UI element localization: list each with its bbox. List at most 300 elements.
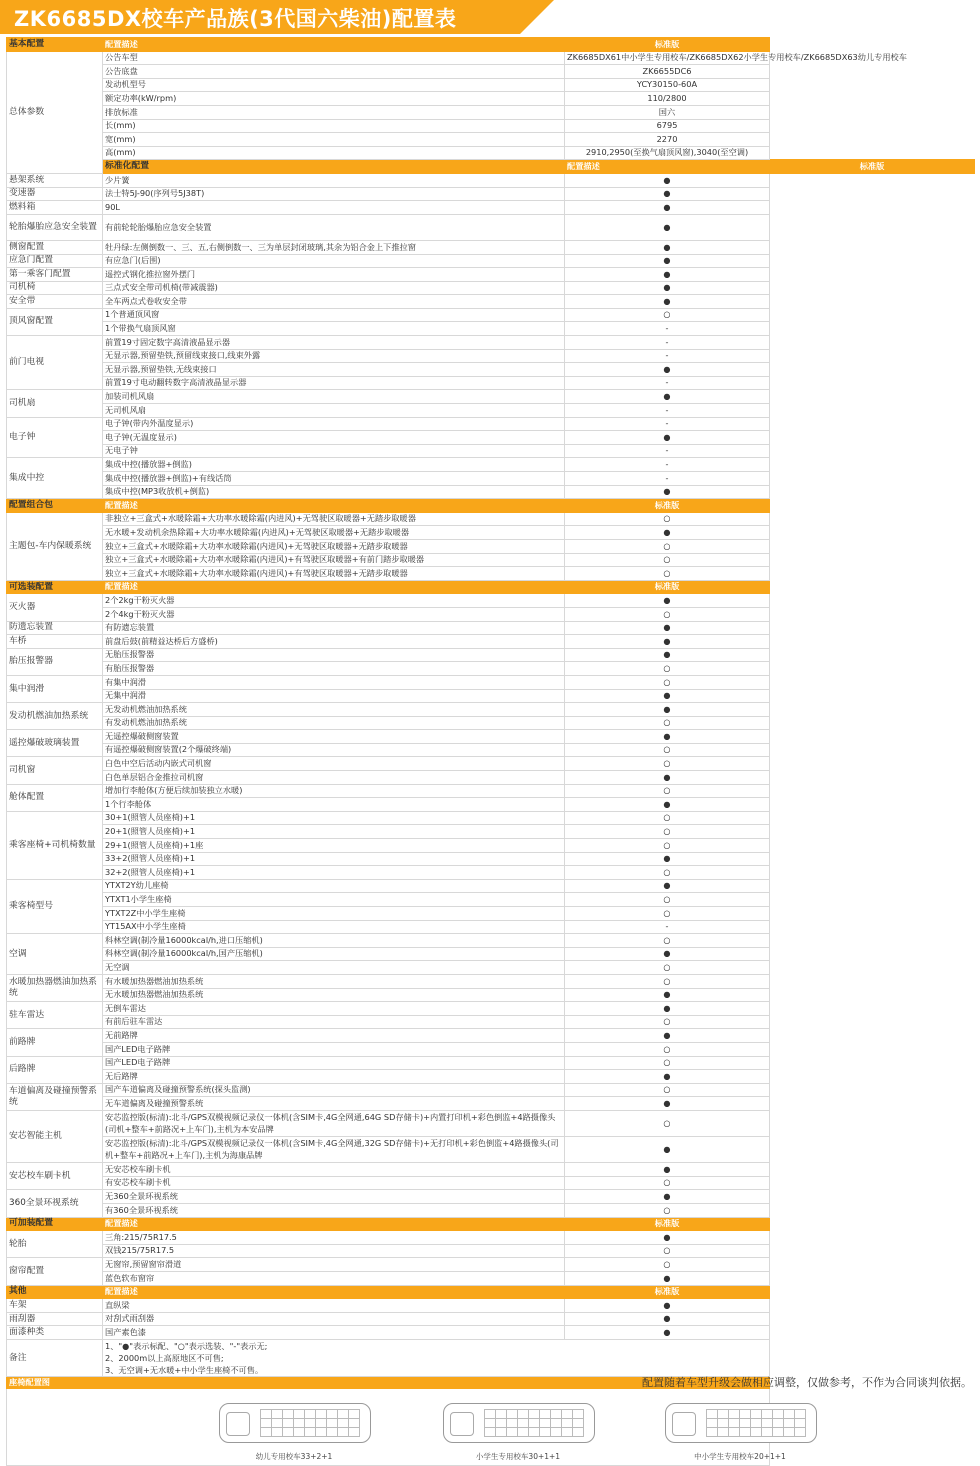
description-cell: 2个2kg干粉灭火器	[103, 594, 565, 608]
category-cell: 侧窗配置	[7, 240, 103, 254]
table-row	[7, 675, 975, 689]
description-cell: 集成中控(播放器+倒监)	[103, 458, 565, 472]
standard-value-cell: 标准版	[565, 1217, 770, 1231]
standard-value-cell: ○	[565, 675, 770, 689]
layout-caption: 中小学生专用校车20+1+1	[694, 1452, 786, 1462]
table-row	[7, 308, 975, 322]
table-row	[7, 281, 975, 295]
table-row	[7, 893, 975, 907]
table-row	[7, 934, 975, 948]
standard-value-cell: ○	[565, 1015, 770, 1029]
category-cell: 胎压报警器	[7, 648, 103, 675]
description-cell: 科林空调(制冷量16000kcal/h,国产压缩机)	[103, 947, 565, 961]
category-cell: 车道偏离及碰撞预警系统	[7, 1083, 103, 1110]
table-row	[7, 743, 975, 757]
description-cell: 1个带换气扇顶风窗	[103, 322, 565, 336]
table-row	[7, 607, 975, 621]
standard-value-cell: ●	[565, 1312, 770, 1326]
table-row	[7, 567, 975, 581]
standard-value-cell: ○	[565, 553, 770, 567]
driver-area	[672, 1412, 696, 1436]
standard-value-cell: 标准版	[565, 1285, 770, 1299]
category-cell: 集中润滑	[7, 675, 103, 702]
standard-value-cell: -	[565, 920, 770, 934]
table-row	[7, 1002, 975, 1016]
description-cell: 公告车型	[103, 51, 565, 65]
category-cell: 遥控爆破玻璃装置	[7, 730, 103, 757]
description-cell: 额定功率(kW/rpm)	[103, 92, 565, 106]
standard-value-cell: -	[565, 322, 770, 336]
standard-value-cell: ●	[565, 526, 770, 540]
description-cell: 国产车道偏离及碰撞预警系统(探头监测)	[103, 1083, 565, 1097]
table-row	[7, 703, 975, 717]
category-cell: 发动机燃油加热系统	[7, 703, 103, 730]
category-cell: 燃料箱	[7, 201, 103, 215]
standard-value-cell: ○	[565, 1083, 770, 1097]
standard-value-cell: ●	[565, 1070, 770, 1084]
description-cell: 有水暖加热器燃油加热系统	[103, 974, 565, 988]
config-table	[6, 37, 975, 1466]
description-cell: YTXT2Z中小学生座椅	[103, 907, 565, 921]
description-cell: 无车道偏离及碰撞预警系统	[103, 1097, 565, 1111]
description-cell: 无后路牌	[103, 1070, 565, 1084]
table-row	[7, 322, 975, 336]
description-cell: 前置19寸固定数字高清液晶显示器	[103, 336, 565, 350]
description-cell: 无司机风扇	[103, 404, 565, 418]
description-cell: 无水暖+发动机余热除霜+大功率水暖除霜(内进风)+无驾驶区取暖器+无踏步取暖器	[103, 526, 565, 540]
description-cell: 安芯监控版(标清):北斗/GPS双模视频记录仪一体机(含SIM卡,4G全网通,32G SD存储卡)+无打印机+彩色倒监+4路摄像头(司机+整车+前路况+上车门),主机为海康品牌	[103, 1137, 565, 1163]
seat-grid	[260, 1409, 360, 1437]
description-cell: 有胎压报警器	[103, 662, 565, 676]
table-row	[7, 1312, 975, 1326]
table-row	[7, 907, 975, 921]
standard-value-cell: ○	[565, 1110, 770, 1136]
description-cell: 无发动机燃油加热系统	[103, 703, 565, 717]
table-row	[7, 1137, 975, 1163]
standard-value-cell: ○	[565, 567, 770, 581]
standard-value-cell: ●	[565, 214, 770, 240]
description-cell: 无安芯校车刷卡机	[103, 1163, 565, 1177]
table-row	[7, 1258, 975, 1272]
standard-value-cell: ●	[565, 1163, 770, 1177]
category-cell: 乘客座椅+司机椅数量	[7, 811, 103, 879]
description-cell: 有发动机燃油加热系统	[103, 716, 565, 730]
bus-seat-layout-diagram	[443, 1403, 595, 1443]
description-cell: 双钱215/75R17.5	[103, 1244, 565, 1258]
description-cell: 白色单层铝合金推拉司机窗	[103, 771, 565, 785]
table-row	[7, 390, 975, 404]
standard-value-cell: ○	[565, 512, 770, 526]
category-cell: 安芯智能主机	[7, 1110, 103, 1162]
section-header-row	[7, 160, 975, 174]
notes-row	[7, 1340, 975, 1377]
description-cell: 少片簧	[103, 173, 565, 187]
standard-value-cell: ○	[565, 308, 770, 322]
standard-value-cell: ●	[565, 187, 770, 201]
standard-value-cell: ●	[565, 1097, 770, 1111]
category-cell: 其他	[7, 1285, 103, 1299]
standard-value-cell: ●	[565, 879, 770, 893]
category-cell: 可选装配置	[7, 580, 103, 594]
description-cell: 无360全景环视系统	[103, 1190, 565, 1204]
table-row	[7, 349, 975, 363]
category-cell: 司机扇	[7, 390, 103, 417]
category-cell: 驻车雷达	[7, 1002, 103, 1029]
category-cell: 车架	[7, 1299, 103, 1313]
table-row	[7, 1015, 975, 1029]
table-row	[7, 1097, 975, 1111]
table-row	[7, 866, 975, 880]
description-cell: 无遥控爆破侧窗装置	[103, 730, 565, 744]
description-cell: 无集中润滑	[103, 689, 565, 703]
table-row	[7, 1190, 975, 1204]
description-cell: 有前后驻车雷达	[103, 1015, 565, 1029]
description-cell: 无前路牌	[103, 1029, 565, 1043]
category-cell: 电子钟	[7, 417, 103, 458]
standard-value-cell: ●	[565, 485, 770, 499]
standard-value-cell: ○	[565, 893, 770, 907]
standard-value-cell: 标准版	[565, 499, 770, 513]
category-cell: 水暖加热器燃油加热系统	[7, 974, 103, 1001]
table-row	[7, 1244, 975, 1258]
description-cell: 有前轮轮胎爆胎应急安全装置	[103, 214, 565, 240]
standard-value-cell: ●	[565, 1272, 770, 1286]
description-cell: 非独立+三盒式+水暖除霜+大功率水暖除霜(内进风)+无驾驶区取暖器+无踏步取暖器	[103, 512, 565, 526]
category-cell: 面漆种类	[7, 1326, 103, 1340]
standard-value-cell: ●	[565, 1002, 770, 1016]
description-cell: 白色中空后活动内嵌式司机窗	[103, 757, 565, 771]
standard-value-cell: -	[565, 417, 770, 431]
description-cell: 直纵梁	[103, 1299, 565, 1313]
table-row	[7, 1231, 975, 1245]
description-cell: YT15AX中小学生座椅	[103, 920, 565, 934]
category-cell: 司机窗	[7, 757, 103, 784]
table-row	[7, 295, 975, 309]
standard-value-cell: 国六	[565, 105, 770, 119]
category-cell: 后路牌	[7, 1056, 103, 1083]
description-cell: 独立+三盒式+水暖除霜+大功率水暖除霜(内进风)+有驾驶区取暖器+无踏步取暖器	[103, 567, 565, 581]
description-cell: 独立+三盒式+水暖除霜+大功率水暖除霜(内进风)+有驾驶区取暖器+有前门踏步取暖器	[103, 553, 565, 567]
standard-value-cell: 标准版	[565, 38, 770, 52]
standard-value-cell: ○	[565, 784, 770, 798]
category-cell: 基本配置	[7, 38, 103, 52]
description-cell: 无倒车雷达	[103, 1002, 565, 1016]
standard-value-cell: ●	[565, 363, 770, 377]
category-cell: 安芯校车刷卡机	[7, 1163, 103, 1190]
standard-value-cell: ●	[565, 1137, 770, 1163]
description-cell: 33+2(照管人员座椅)+1	[103, 852, 565, 866]
table-row	[7, 240, 975, 254]
notes-label: 备注	[7, 1340, 103, 1377]
category-cell: 顶风窗配置	[7, 308, 103, 335]
standard-value-cell: ○	[565, 1204, 770, 1218]
page-header	[0, 0, 980, 36]
category-cell: 轮胎	[7, 1231, 103, 1258]
table-row	[7, 784, 975, 798]
table-row	[7, 771, 975, 785]
category-cell: 前门电视	[7, 336, 103, 390]
category-cell: 配置组合包	[7, 499, 103, 513]
category-cell: 标准化配置	[103, 160, 565, 174]
standard-value-cell: 2270	[565, 133, 770, 147]
description-cell: 国产素色漆	[103, 1326, 565, 1340]
standard-value-cell: ●	[565, 689, 770, 703]
section-header-row	[7, 1285, 975, 1299]
standard-value-cell: ○	[565, 825, 770, 839]
table-row	[7, 214, 975, 240]
table-row	[7, 485, 975, 499]
table-row	[7, 920, 975, 934]
category-cell: 乘客椅型号	[7, 879, 103, 933]
description-cell: 集成中控(播放器+倒监)+有线话筒	[103, 472, 565, 486]
table-row	[7, 51, 975, 65]
category-cell: 应急门配置	[7, 254, 103, 268]
standard-value-cell: ●	[565, 240, 770, 254]
bus-seat-layout-diagram	[665, 1403, 817, 1443]
table-row	[7, 1204, 975, 1218]
standard-value-cell: ○	[565, 1042, 770, 1056]
description-cell: 高(mm)	[103, 146, 565, 160]
description-cell: YTXT2Y幼儿座椅	[103, 879, 565, 893]
table-row	[7, 431, 975, 445]
bus-seat-layout-diagram	[219, 1403, 371, 1443]
standard-value-cell: 2910,2950(至换气扇顶风窗),3040(至空调)	[565, 146, 770, 160]
description-cell: 32+2(照管人员座椅)+1	[103, 866, 565, 880]
description-cell: YTXT1小学生座椅	[103, 893, 565, 907]
table-row	[7, 376, 975, 390]
category-cell: 车桥	[7, 635, 103, 649]
table-row	[7, 1299, 975, 1313]
standard-value-cell: ●	[565, 1231, 770, 1245]
standard-value-cell: ●	[565, 635, 770, 649]
description-cell: 全车两点式卷收安全带	[103, 295, 565, 309]
description-cell: 国产LED电子路牌	[103, 1042, 565, 1056]
standard-value-cell: ●	[565, 1029, 770, 1043]
description-cell: 有防遗忘装置	[103, 621, 565, 635]
standard-value-cell: ●	[565, 988, 770, 1002]
standard-value-cell: ○	[565, 539, 770, 553]
standard-value-cell: ●	[565, 703, 770, 717]
standard-value-cell: ●	[565, 648, 770, 662]
config-table-body	[7, 38, 975, 1466]
standard-value-cell: ○	[565, 1258, 770, 1272]
description-cell: 前置19寸电动翻转数字高清液晶显示器	[103, 376, 565, 390]
section-header-row	[7, 580, 975, 594]
table-row	[7, 539, 975, 553]
table-row	[7, 689, 975, 703]
table-row	[7, 825, 975, 839]
standard-value-cell: -	[565, 472, 770, 486]
description-cell: 有360全景环视系统	[103, 1204, 565, 1218]
table-row	[7, 757, 975, 771]
description-cell: 牡丹绿:左侧倒数一、三、五,右侧倒数一、三为单层封闭玻璃,其余为铝合金上下推拉窗	[103, 240, 565, 254]
table-row	[7, 336, 975, 350]
footer-note: 配置随着车型升级会做相应调整，仅做参考，不作为合同谈判依据。	[642, 1376, 972, 1389]
seat-layout-cell	[7, 1389, 786, 1466]
description-cell: 独立+三盒式+水暖除霜+大功率水暖除霜(内进风)+无驾驶区取暖器+无踏步取暖器	[103, 539, 565, 553]
standard-value-cell: ○	[565, 811, 770, 825]
description-cell: 对刮式雨刮器	[103, 1312, 565, 1326]
table-row	[7, 1042, 975, 1056]
category-cell: 集成中控	[7, 458, 103, 499]
standard-value-cell: ○	[565, 866, 770, 880]
standard-value-cell: ZK6685DX61中小学生专用校车/ZK6685DX62小学生专用校车/ZK6685DX63幼儿专用校车	[565, 51, 770, 65]
table-row	[7, 621, 975, 635]
description-cell: 配置描述	[103, 1285, 565, 1299]
table-row	[7, 1029, 975, 1043]
table-row	[7, 716, 975, 730]
standard-value-cell: ●	[565, 798, 770, 812]
seat-layout-row	[7, 1389, 975, 1466]
table-row	[7, 187, 975, 201]
description-cell: 三点式安全带司机椅(带减震器)	[103, 281, 565, 295]
standard-value-cell: ○	[565, 961, 770, 975]
description-cell: 遥控式钢化推拉窗外摆门	[103, 268, 565, 282]
table-row	[7, 1272, 975, 1286]
standard-value-cell: 6795	[565, 119, 770, 133]
standard-value-cell: ○	[565, 1244, 770, 1258]
standard-value-cell: ●	[565, 268, 770, 282]
description-cell: 无显示器,预留垫铁,预留线束接口,线束外露	[103, 349, 565, 363]
standard-value-cell: ●	[565, 852, 770, 866]
table-row	[7, 417, 975, 431]
standard-value-cell: 标准版	[770, 160, 975, 174]
description-cell: 电子钟(带内外温度显示)	[103, 417, 565, 431]
description-cell: 1个行李舱体	[103, 798, 565, 812]
category-cell: 总体参数	[7, 51, 103, 173]
standard-value-cell: ○	[565, 607, 770, 621]
description-cell: 无水暖加热器燃油加热系统	[103, 988, 565, 1002]
standard-value-cell: ●	[565, 431, 770, 445]
description-cell: 科林空调(制冷量16000kcal/h,进口压缩机)	[103, 934, 565, 948]
category-cell: 主题包-车内保暖系统	[7, 512, 103, 580]
category-cell: 360全景环视系统	[7, 1190, 103, 1217]
table-row	[7, 268, 975, 282]
standard-value-cell: -	[565, 444, 770, 458]
table-row	[7, 444, 975, 458]
table-row	[7, 201, 975, 215]
standard-value-cell: ○	[565, 716, 770, 730]
category-cell: 轮胎爆胎应急安全装置	[7, 214, 103, 240]
table-row	[7, 105, 975, 119]
table-row	[7, 798, 975, 812]
category-cell: 安全带	[7, 295, 103, 309]
description-cell: 公告底盘	[103, 65, 565, 79]
standard-value-cell: ○	[565, 907, 770, 921]
table-row	[7, 1083, 975, 1097]
table-row	[7, 662, 975, 676]
table-row	[7, 458, 975, 472]
standard-value-cell: ○	[565, 1056, 770, 1070]
table-row	[7, 879, 975, 893]
standard-value-cell: YCY30150-60A	[565, 78, 770, 92]
table-row	[7, 1070, 975, 1084]
description-cell: 1个普通顶风窗	[103, 308, 565, 322]
table-row	[7, 1110, 975, 1136]
standard-value-cell: ●	[565, 1326, 770, 1340]
description-cell: 无电子钟	[103, 444, 565, 458]
standard-value-cell: ○	[565, 1176, 770, 1190]
section-header-row	[7, 1217, 975, 1231]
standard-value-cell: ●	[565, 594, 770, 608]
standard-value-cell: -	[565, 458, 770, 472]
standard-value-cell: ○	[565, 839, 770, 853]
description-cell: 29+1(照管人员座椅)+1座	[103, 839, 565, 853]
standard-value-cell: ○	[565, 974, 770, 988]
standard-value-cell: -	[565, 376, 770, 390]
description-cell: 加装司机风扇	[103, 390, 565, 404]
standard-value-cell: ○	[565, 757, 770, 771]
category-cell: 窗帘配置	[7, 1258, 103, 1285]
standard-value-cell: ●	[565, 295, 770, 309]
driver-area	[450, 1412, 474, 1436]
table-row	[7, 173, 975, 187]
category-cell: 防遗忘装置	[7, 621, 103, 635]
description-cell: 有集中润滑	[103, 675, 565, 689]
description-cell: 宽(mm)	[103, 133, 565, 147]
description-cell: 蓝色软布窗帘	[103, 1272, 565, 1286]
standard-value-cell: -	[565, 336, 770, 350]
section-header-row	[7, 38, 975, 52]
category-cell: 雨刮器	[7, 1312, 103, 1326]
standard-value-cell: 标准版	[565, 580, 770, 594]
standard-value-cell: ●	[565, 1190, 770, 1204]
standard-value-cell: ZK6655DC6	[565, 65, 770, 79]
table-row	[7, 404, 975, 418]
description-cell: 三角:215/75R17.5	[103, 1231, 565, 1245]
description-cell: 有遥控爆破侧窗装置(2个爆破终端)	[103, 743, 565, 757]
category-cell: 悬架系统	[7, 173, 103, 187]
description-cell: 安芯监控版(标清):北斗/GPS双模视频记录仪一体机(含SIM卡,4G全网通,64G SD存储卡)+内置打印机+彩色倒监+4路摄像头(司机+整车+前路况+上车门),主机为本安品牌	[103, 1110, 565, 1136]
description-cell: 有应急门(后围)	[103, 254, 565, 268]
description-cell: 无胎压报警器	[103, 648, 565, 662]
description-cell: 电子钟(无温度显示)	[103, 431, 565, 445]
description-cell: 有安芯校车刷卡机	[103, 1176, 565, 1190]
category-cell: 变速器	[7, 187, 103, 201]
category-cell: 第一乘客门配置	[7, 268, 103, 282]
description-cell: 无窗帘,预留窗帘滑道	[103, 1258, 565, 1272]
category-cell: 舱体配置	[7, 784, 103, 811]
table-row	[7, 92, 975, 106]
description-cell: 长(mm)	[103, 119, 565, 133]
description-cell: 20+1(照管人员座椅)+1	[103, 825, 565, 839]
layout-caption: 幼儿专用校车33+2+1	[255, 1452, 333, 1462]
table-row	[7, 1056, 975, 1070]
table-row	[7, 947, 975, 961]
table-row	[7, 1326, 975, 1340]
table-row	[7, 512, 975, 526]
table-row	[7, 839, 975, 853]
note-line: 3、无空调+无水暖+中小学生座椅不可售。	[105, 1365, 264, 1375]
standard-value-cell: ●	[565, 1299, 770, 1313]
standard-value-cell: -	[565, 404, 770, 418]
description-cell: 发动机型号	[103, 78, 565, 92]
standard-value-cell: ●	[565, 281, 770, 295]
description-cell: 2个4kg干粉灭火器	[103, 607, 565, 621]
standard-value-cell: ●	[565, 201, 770, 215]
table-row	[7, 119, 975, 133]
description-cell: 无显示器,预留垫铁,无线束接口	[103, 363, 565, 377]
table-row	[7, 594, 975, 608]
description-cell: 90L	[103, 201, 565, 215]
table-row	[7, 961, 975, 975]
description-cell: 前盘后鼓(前精益达桥后方盛桥)	[103, 635, 565, 649]
standard-value-cell: ●	[565, 390, 770, 404]
description-cell: 配置描述	[565, 160, 770, 174]
category-cell: 前路牌	[7, 1029, 103, 1056]
description-cell: 法士特5J-90(序列号5J38T)	[103, 187, 565, 201]
description-cell: 增加行李舱体(方便后续加装独立水暖)	[103, 784, 565, 798]
